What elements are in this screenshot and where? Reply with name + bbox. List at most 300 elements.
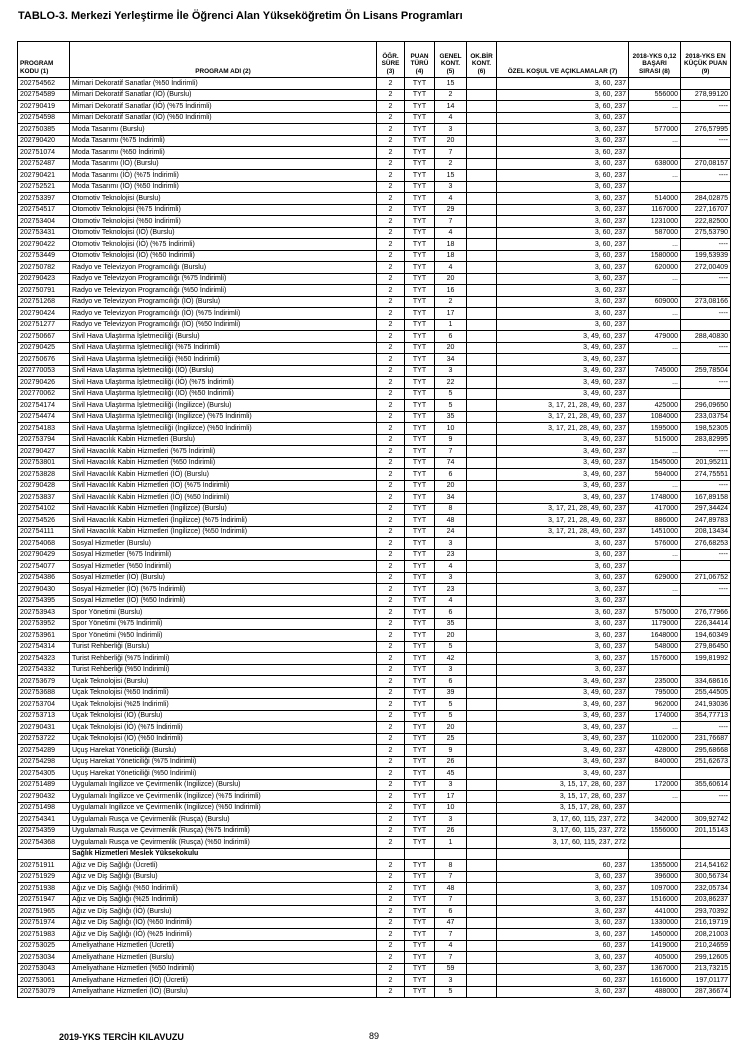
header-ok-quota: OK.BİR KONT. (6) bbox=[467, 42, 497, 78]
cell-special-conditions: 3, 60, 237 bbox=[497, 607, 629, 619]
cell-program-name: Moda Tasarımı (İÖ) (%75 İndirimli) bbox=[70, 170, 377, 182]
cell-duration: 2 bbox=[377, 170, 405, 182]
cell-score-type: TYT bbox=[405, 917, 435, 929]
cell-general-quota: 15 bbox=[435, 78, 467, 90]
cell-special-conditions: 3, 60, 237 bbox=[497, 227, 629, 239]
table-row bbox=[18, 181, 731, 193]
cell-rank: 1097000 bbox=[629, 883, 681, 895]
cell-score-type: TYT bbox=[405, 653, 435, 665]
cell-ok-quota bbox=[467, 745, 497, 757]
table-row bbox=[18, 549, 731, 561]
cell-rank: 1419000 bbox=[629, 940, 681, 952]
cell-ok-quota bbox=[467, 791, 497, 803]
cell-program-name: Ağız ve Diş Sağlığı (Ücretli) bbox=[70, 860, 377, 872]
cell-special-conditions: 3, 49, 60, 237 bbox=[497, 354, 629, 366]
cell-score-type: TYT bbox=[405, 929, 435, 941]
cell-min-score: 293,70392 bbox=[681, 906, 731, 918]
cell-duration: 2 bbox=[377, 687, 405, 699]
table-row bbox=[18, 526, 731, 538]
cell-score-type: TYT bbox=[405, 538, 435, 550]
cell-rank: 1648000 bbox=[629, 630, 681, 642]
cell-score-type: TYT bbox=[405, 411, 435, 423]
cell-general-quota: 4 bbox=[435, 193, 467, 205]
cell-general-quota: 18 bbox=[435, 239, 467, 251]
cell-program-name: Radyo ve Televizyon Programcılığı (İÖ) (Burslu) bbox=[70, 296, 377, 308]
cell-duration: 2 bbox=[377, 975, 405, 987]
table-row bbox=[18, 308, 731, 320]
table-row bbox=[18, 354, 731, 366]
cell-program-name: Sivil Hava Ulaştırma İşletmeciliği (İngilizce) (Burslu) bbox=[70, 400, 377, 412]
cell-program-code: 202750667 bbox=[18, 331, 70, 343]
cell-general-quota: 20 bbox=[435, 273, 467, 285]
cell-program-code: 202790423 bbox=[18, 273, 70, 285]
cell-score-type: TYT bbox=[405, 549, 435, 561]
cell-rank: 405000 bbox=[629, 952, 681, 964]
cell-program-code: 202751489 bbox=[18, 779, 70, 791]
table-row bbox=[18, 618, 731, 630]
cell-ok-quota bbox=[467, 814, 497, 826]
cell-program-code: 202750782 bbox=[18, 262, 70, 274]
cell-general-quota: 3 bbox=[435, 538, 467, 550]
cell-min-score: 199,53939 bbox=[681, 250, 731, 262]
cell-score-type: TYT bbox=[405, 595, 435, 607]
table-row bbox=[18, 147, 731, 159]
cell-duration: 2 bbox=[377, 618, 405, 630]
cell-program-name: Uygulamalı İngilizce ve Çevirmenlik (İngilizce) (%75 İndirimli) bbox=[70, 791, 377, 803]
cell-duration: 2 bbox=[377, 262, 405, 274]
cell-special-conditions: 3, 60, 237 bbox=[497, 135, 629, 147]
cell-general-quota: 3 bbox=[435, 814, 467, 826]
cell-score-type: TYT bbox=[405, 584, 435, 596]
cell-ok-quota bbox=[467, 860, 497, 872]
cell-program-name: Mimari Dekoratif Sanatlar (İÖ) (%50 İndirimli) bbox=[70, 112, 377, 124]
cell-min-score bbox=[681, 837, 731, 849]
cell-min-score bbox=[681, 768, 731, 780]
cell-special-conditions: 3, 17, 21, 28, 49, 60, 237 bbox=[497, 515, 629, 527]
cell-score-type: TYT bbox=[405, 802, 435, 814]
cell-duration: 2 bbox=[377, 147, 405, 159]
cell-general-quota: 20 bbox=[435, 135, 467, 147]
cell-ok-quota bbox=[467, 710, 497, 722]
cell-program-code: 202754395 bbox=[18, 595, 70, 607]
cell-general-quota: 42 bbox=[435, 653, 467, 665]
cell-program-name: Sosyal Hizmetler (%75 İndirimli) bbox=[70, 549, 377, 561]
cell-min-score: 354,77713 bbox=[681, 710, 731, 722]
cell-score-type: TYT bbox=[405, 561, 435, 573]
cell-general-quota: 23 bbox=[435, 549, 467, 561]
cell-min-score: 255,44505 bbox=[681, 687, 731, 699]
cell-special-conditions: 3, 60, 237 bbox=[497, 584, 629, 596]
cell-program-code: 202754474 bbox=[18, 411, 70, 423]
cell-ok-quota bbox=[467, 262, 497, 274]
cell-rank: 1330000 bbox=[629, 917, 681, 929]
cell-program-name: Uçak Teknolojisi (İÖ) (%75 İndirimli) bbox=[70, 722, 377, 734]
cell-special-conditions: 3, 60, 237 bbox=[497, 147, 629, 159]
table-row bbox=[18, 365, 731, 377]
cell-duration: 2 bbox=[377, 526, 405, 538]
cell-min-score: 276,77966 bbox=[681, 607, 731, 619]
cell-rank bbox=[629, 561, 681, 573]
cell-duration: 2 bbox=[377, 595, 405, 607]
cell-general-quota: 4 bbox=[435, 561, 467, 573]
cell-score-type: TYT bbox=[405, 388, 435, 400]
table-row bbox=[18, 940, 731, 952]
cell-min-score: 231,76687 bbox=[681, 733, 731, 745]
cell-program-code: 202751268 bbox=[18, 296, 70, 308]
cell-score-type: TYT bbox=[405, 446, 435, 458]
cell-min-score: 288,40830 bbox=[681, 331, 731, 343]
cell-general-quota: 20 bbox=[435, 480, 467, 492]
cell-min-score: 194,60349 bbox=[681, 630, 731, 642]
cell-score-type: TYT bbox=[405, 894, 435, 906]
cell-score-type: TYT bbox=[405, 837, 435, 849]
cell-min-score: 167,89158 bbox=[681, 492, 731, 504]
cell-program-name: Sosyal Hizmetler (İÖ) (Burslu) bbox=[70, 572, 377, 584]
cell-program-code: 202753837 bbox=[18, 492, 70, 504]
cell-program-code: 202790426 bbox=[18, 377, 70, 389]
cell-general-quota: 20 bbox=[435, 630, 467, 642]
cell-general-quota: 6 bbox=[435, 469, 467, 481]
cell-min-score: 297,34424 bbox=[681, 503, 731, 515]
cell-ok-quota bbox=[467, 388, 497, 400]
cell-special-conditions: 3, 17, 21, 28, 49, 60, 237 bbox=[497, 503, 629, 515]
cell-ok-quota bbox=[467, 986, 497, 998]
cell-general-quota: 10 bbox=[435, 802, 467, 814]
cell-general-quota: 39 bbox=[435, 687, 467, 699]
cell-rank: 575000 bbox=[629, 607, 681, 619]
cell-general-quota: 7 bbox=[435, 952, 467, 964]
cell-rank: 1102000 bbox=[629, 733, 681, 745]
cell-duration: 2 bbox=[377, 492, 405, 504]
cell-special-conditions: 3, 49, 60, 237 bbox=[497, 733, 629, 745]
cell-duration: 2 bbox=[377, 917, 405, 929]
cell-min-score: 201,95211 bbox=[681, 457, 731, 469]
cell-rank: 441000 bbox=[629, 906, 681, 918]
cell-duration: 2 bbox=[377, 722, 405, 734]
cell-special-conditions: 3, 17, 60, 115, 237, 272 bbox=[497, 825, 629, 837]
cell-special-conditions: 3, 60, 237 bbox=[497, 193, 629, 205]
cell-rank: 609000 bbox=[629, 296, 681, 308]
cell-rank: 235000 bbox=[629, 676, 681, 688]
cell-special-conditions: 3, 49, 60, 237 bbox=[497, 492, 629, 504]
cell-rank: 172000 bbox=[629, 779, 681, 791]
cell-program-code: 202753404 bbox=[18, 216, 70, 228]
cell-score-type: TYT bbox=[405, 572, 435, 584]
cell-special-conditions: 3, 49, 60, 237 bbox=[497, 699, 629, 711]
cell-special-conditions: 3, 60, 237 bbox=[497, 112, 629, 124]
cell-rank: 479000 bbox=[629, 331, 681, 343]
table-row bbox=[18, 883, 731, 895]
cell-general-quota: 2 bbox=[435, 296, 467, 308]
cell-score-type: TYT bbox=[405, 89, 435, 101]
cell-special-conditions: 3, 60, 237 bbox=[497, 181, 629, 193]
cell-program-name: Moda Tasarımı (İÖ) (%50 İndirimli) bbox=[70, 181, 377, 193]
cell-score-type: TYT bbox=[405, 365, 435, 377]
table-row bbox=[18, 434, 731, 446]
cell-general-quota: 47 bbox=[435, 917, 467, 929]
cell-general-quota: 7 bbox=[435, 147, 467, 159]
cell-min-score: 201,15143 bbox=[681, 825, 731, 837]
cell-program-code: 202754332 bbox=[18, 664, 70, 676]
cell-duration: 2 bbox=[377, 756, 405, 768]
cell-min-score: 210,24659 bbox=[681, 940, 731, 952]
cell-program-name: Sivil Havacılık Kabin Hizmetleri (%75 İndirimli) bbox=[70, 446, 377, 458]
cell-program-code: 202751929 bbox=[18, 871, 70, 883]
table-row bbox=[18, 837, 731, 849]
table-row bbox=[18, 779, 731, 791]
cell-ok-quota bbox=[467, 227, 497, 239]
cell-general-quota: 4 bbox=[435, 595, 467, 607]
cell-program-name: Sivil Hava Ulaştırma İşletmeciliği (İÖ) (%75 İndirimli) bbox=[70, 377, 377, 389]
cell-program-code: 202754174 bbox=[18, 400, 70, 412]
cell-program-name: Moda Tasarımı (İÖ) (Burslu) bbox=[70, 158, 377, 170]
cell-rank bbox=[629, 78, 681, 90]
cell-program-name: Sivil Havacılık Kabin Hizmetleri (Burslu) bbox=[70, 434, 377, 446]
cell-ok-quota bbox=[467, 503, 497, 515]
cell-ok-quota bbox=[467, 630, 497, 642]
cell-special-conditions: 3, 60, 237 bbox=[497, 641, 629, 653]
cell-duration: 2 bbox=[377, 308, 405, 320]
cell-program-code: 202790428 bbox=[18, 480, 70, 492]
cell-program-code: 202752487 bbox=[18, 158, 70, 170]
cell-rank: 745000 bbox=[629, 365, 681, 377]
cell-score-type: TYT bbox=[405, 319, 435, 331]
table-row bbox=[18, 193, 731, 205]
cell-program-code: 202751983 bbox=[18, 929, 70, 941]
cell-rank: ... bbox=[629, 584, 681, 596]
cell-rank bbox=[629, 802, 681, 814]
cell-special-conditions: 3, 17, 60, 115, 237, 272 bbox=[497, 837, 629, 849]
cell-program-name: Sivil Havacılık Kabin Hizmetleri (İngilizce) (Burslu) bbox=[70, 503, 377, 515]
cell-duration: 2 bbox=[377, 158, 405, 170]
cell-score-type: TYT bbox=[405, 883, 435, 895]
cell-rank: 1450000 bbox=[629, 929, 681, 941]
cell-program-code: 202754102 bbox=[18, 503, 70, 515]
cell-score-type: TYT bbox=[405, 457, 435, 469]
cell-ok-quota bbox=[467, 78, 497, 90]
cell-score-type: TYT bbox=[405, 515, 435, 527]
cell-program-name: Turist Rehberliği (%75 İndirimli) bbox=[70, 653, 377, 665]
cell-ok-quota bbox=[467, 239, 497, 251]
cell-program-code: 202754289 bbox=[18, 745, 70, 757]
cell-special-conditions: 3, 49, 60, 237 bbox=[497, 756, 629, 768]
cell-program-name: Mimari Dekoratif Sanatlar (İÖ) (Burslu) bbox=[70, 89, 377, 101]
table-row bbox=[18, 825, 731, 837]
cell-ok-quota bbox=[467, 561, 497, 573]
table-row bbox=[18, 768, 731, 780]
cell-ok-quota bbox=[467, 250, 497, 262]
cell-general-quota: 3 bbox=[435, 181, 467, 193]
cell-general-quota: 16 bbox=[435, 285, 467, 297]
cell-ok-quota bbox=[467, 871, 497, 883]
table-row bbox=[18, 342, 731, 354]
cell-ok-quota bbox=[467, 917, 497, 929]
cell-rank: 587000 bbox=[629, 227, 681, 239]
cell-program-code: 202754589 bbox=[18, 89, 70, 101]
cell-program-name: Sosyal Hizmetler (İÖ) (%75 İndirimli) bbox=[70, 584, 377, 596]
cell-rank: 620000 bbox=[629, 262, 681, 274]
cell-program-code: 202753679 bbox=[18, 676, 70, 688]
cell-program-name: Sivil Hava Ulaştırma İşletmeciliği (İngilizce) (%50 İndirimli) bbox=[70, 423, 377, 435]
cell-rank: 417000 bbox=[629, 503, 681, 515]
cell-duration: 2 bbox=[377, 423, 405, 435]
cell-score-type: TYT bbox=[405, 503, 435, 515]
cell-special-conditions: 3, 60, 237 bbox=[497, 285, 629, 297]
cell-program-name: Radyo ve Televizyon Programcılığı (Burslu) bbox=[70, 262, 377, 274]
cell-rank: 1556000 bbox=[629, 825, 681, 837]
cell-rank bbox=[629, 181, 681, 193]
table-row bbox=[18, 285, 731, 297]
cell-rank: 1580000 bbox=[629, 250, 681, 262]
cell-ok-quota bbox=[467, 216, 497, 228]
cell-rank: 840000 bbox=[629, 756, 681, 768]
cell-rank: 594000 bbox=[629, 469, 681, 481]
cell-min-score: 271,06752 bbox=[681, 572, 731, 584]
cell-general-quota: 5 bbox=[435, 710, 467, 722]
cell-duration: 2 bbox=[377, 181, 405, 193]
table-row bbox=[18, 503, 731, 515]
cell-score-type: TYT bbox=[405, 227, 435, 239]
cell-min-score: ---- bbox=[681, 791, 731, 803]
cell-program-code: 202751965 bbox=[18, 906, 70, 918]
cell-ok-quota bbox=[467, 158, 497, 170]
cell-program-code: 202753794 bbox=[18, 434, 70, 446]
cell-program-name: Sivil Havacılık Kabin Hizmetleri (İÖ) (%75 İndirimli) bbox=[70, 480, 377, 492]
cell-duration: 2 bbox=[377, 768, 405, 780]
cell-score-type: TYT bbox=[405, 952, 435, 964]
cell-rank: 638000 bbox=[629, 158, 681, 170]
cell-score-type: TYT bbox=[405, 342, 435, 354]
cell-program-code: 202753961 bbox=[18, 630, 70, 642]
cell-duration: 2 bbox=[377, 365, 405, 377]
cell-score-type: TYT bbox=[405, 135, 435, 147]
cell-ok-quota bbox=[467, 837, 497, 849]
table-row bbox=[18, 595, 731, 607]
table-row bbox=[18, 653, 731, 665]
cell-special-conditions: 3, 15, 17, 28, 60, 237 bbox=[497, 791, 629, 803]
cell-program-name: Ameliyathane Hizmetleri (İÖ) (Ücretli) bbox=[70, 975, 377, 987]
cell-duration: 2 bbox=[377, 446, 405, 458]
cell-general-quota: 17 bbox=[435, 308, 467, 320]
cell-ok-quota bbox=[467, 515, 497, 527]
cell-ok-quota bbox=[467, 756, 497, 768]
cell-program-code: 202790429 bbox=[18, 549, 70, 561]
cell-ok-quota bbox=[467, 446, 497, 458]
cell-general-quota: 3 bbox=[435, 124, 467, 136]
cell-score-type: TYT bbox=[405, 871, 435, 883]
table-row bbox=[18, 710, 731, 722]
table-row bbox=[18, 929, 731, 941]
cell-program-name: Uygulamalı Rusça ve Çevirmenlik (Rusça) (Burslu) bbox=[70, 814, 377, 826]
cell-program-name: Sivil Hava Ulaştırma İşletmeciliği (%50 İndirimli) bbox=[70, 354, 377, 366]
cell-special-conditions: 3, 60, 237 bbox=[497, 653, 629, 665]
cell-program-code: 202790419 bbox=[18, 101, 70, 113]
table-row bbox=[18, 607, 731, 619]
cell-duration: 2 bbox=[377, 227, 405, 239]
cell-rank: 577000 bbox=[629, 124, 681, 136]
cell-ok-quota bbox=[467, 101, 497, 113]
cell-min-score: 274,75551 bbox=[681, 469, 731, 481]
cell-program-code: 202790432 bbox=[18, 791, 70, 803]
cell-score-type: TYT bbox=[405, 940, 435, 952]
cell-score-type: TYT bbox=[405, 768, 435, 780]
table-row bbox=[18, 538, 731, 550]
cell-general-quota: 29 bbox=[435, 204, 467, 216]
cell-min-score: 214,54162 bbox=[681, 860, 731, 872]
cell-duration: 2 bbox=[377, 285, 405, 297]
cell-program-code: 202754517 bbox=[18, 204, 70, 216]
cell-rank: ... bbox=[629, 170, 681, 182]
cell-program-code: 202753061 bbox=[18, 975, 70, 987]
cell-score-type: TYT bbox=[405, 331, 435, 343]
cell-ok-quota bbox=[467, 423, 497, 435]
cell-ok-quota bbox=[467, 273, 497, 285]
cell-duration: 2 bbox=[377, 193, 405, 205]
table-row bbox=[18, 699, 731, 711]
cell-duration: 2 bbox=[377, 664, 405, 676]
cell-ok-quota bbox=[467, 469, 497, 481]
table-row bbox=[18, 296, 731, 308]
cell-program-code: 202751938 bbox=[18, 883, 70, 895]
table-row bbox=[18, 411, 731, 423]
cell-score-type: TYT bbox=[405, 216, 435, 228]
cell-special-conditions: 3, 60, 237 bbox=[497, 308, 629, 320]
cell-special-conditions: 3, 49, 60, 237 bbox=[497, 446, 629, 458]
cell-duration: 2 bbox=[377, 216, 405, 228]
cell-ok-quota bbox=[467, 699, 497, 711]
cell-special-conditions: 3, 60, 237 bbox=[497, 538, 629, 550]
cell-general-quota: 1 bbox=[435, 837, 467, 849]
table-row bbox=[18, 515, 731, 527]
cell-duration: 2 bbox=[377, 745, 405, 757]
cell-score-type: TYT bbox=[405, 377, 435, 389]
cell-rank: 514000 bbox=[629, 193, 681, 205]
header-score-type: PUAN TÜRÜ (4) bbox=[405, 42, 435, 78]
cell-min-score: 208,21003 bbox=[681, 929, 731, 941]
cell-general-quota: 7 bbox=[435, 871, 467, 883]
cell-program-name: Turist Rehberliği (Burslu) bbox=[70, 641, 377, 653]
cell-min-score: 295,68668 bbox=[681, 745, 731, 757]
table-row bbox=[18, 469, 731, 481]
cell-program-code: 202753043 bbox=[18, 963, 70, 975]
cell-program-name: Radyo ve Televizyon Programcılığı (İÖ) (%75 İndirimli) bbox=[70, 308, 377, 320]
cell-general-quota: 25 bbox=[435, 733, 467, 745]
section-row bbox=[18, 848, 731, 860]
cell-special-conditions: 3, 49, 60, 237 bbox=[497, 457, 629, 469]
cell-program-code: 202753449 bbox=[18, 250, 70, 262]
cell-program-code: 202753801 bbox=[18, 457, 70, 469]
cell-min-score: 334,68616 bbox=[681, 676, 731, 688]
cell-special-conditions: 3, 60, 237 bbox=[497, 595, 629, 607]
cell-ok-quota bbox=[467, 296, 497, 308]
cell-program-code: 202751974 bbox=[18, 917, 70, 929]
cell-score-type: TYT bbox=[405, 664, 435, 676]
cell-ok-quota bbox=[467, 89, 497, 101]
cell-program-code: 202790427 bbox=[18, 446, 70, 458]
cell-ok-quota bbox=[467, 526, 497, 538]
cell-min-score: ---- bbox=[681, 342, 731, 354]
cell-score-type: TYT bbox=[405, 676, 435, 688]
cell-duration: 2 bbox=[377, 515, 405, 527]
table-header bbox=[18, 42, 731, 78]
cell-program-code: 202790424 bbox=[18, 308, 70, 320]
cell-min-score: ---- bbox=[681, 273, 731, 285]
cell-program-name: Sivil Hava Ulaştırma İşletmeciliği (%75 İndirimli) bbox=[70, 342, 377, 354]
cell-duration: 2 bbox=[377, 561, 405, 573]
cell-program-code: 202754368 bbox=[18, 837, 70, 849]
table-row bbox=[18, 917, 731, 929]
cell-ok-quota bbox=[467, 975, 497, 987]
